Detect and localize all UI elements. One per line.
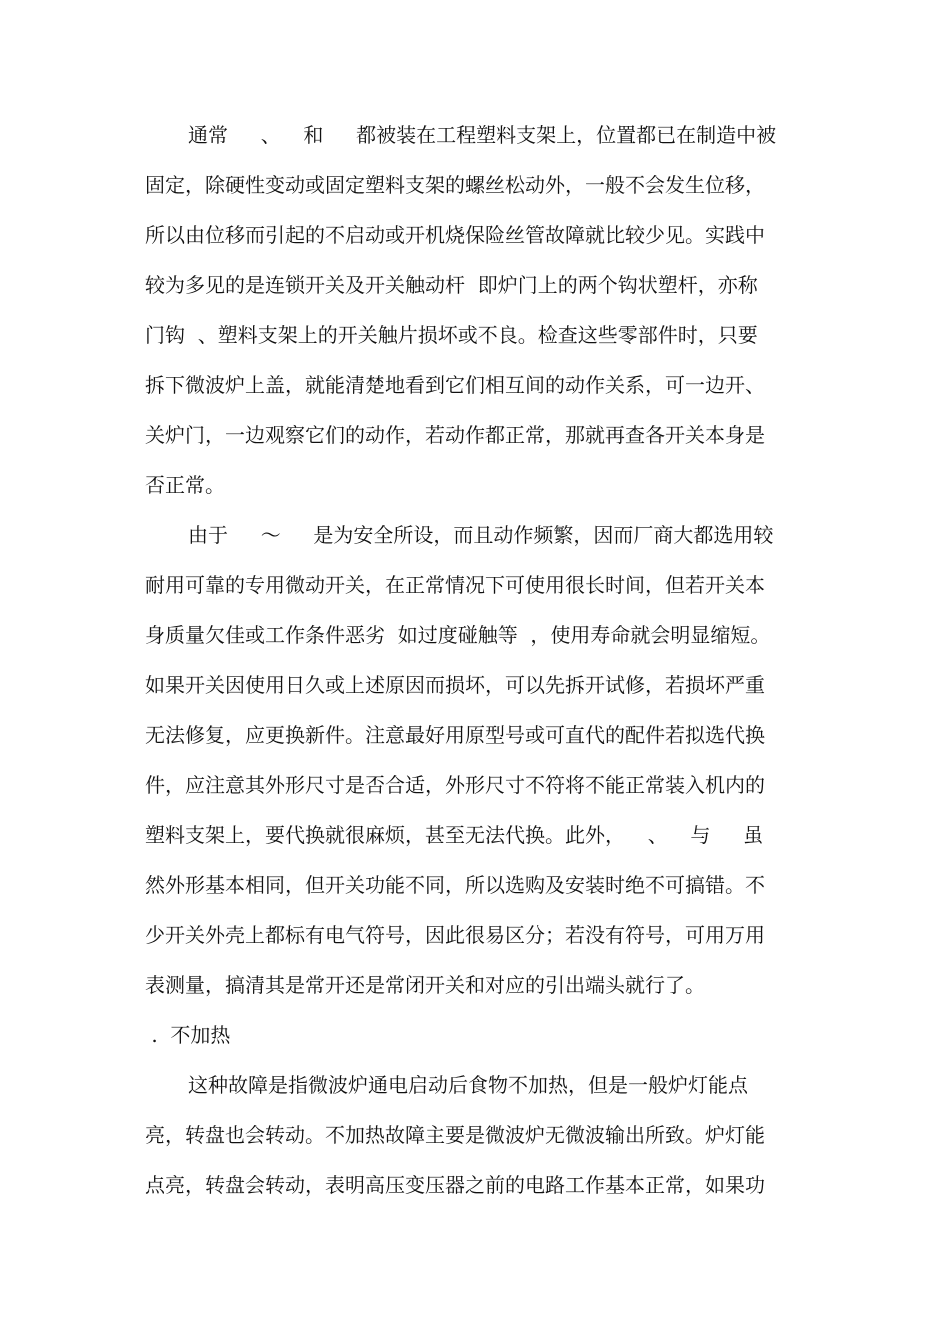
paragraph-line: 件，应注意其外形尺寸是否合适，外形尺寸不符将不能正常装入机内的 <box>145 773 765 797</box>
paragraph-line: 较为多见的是连锁开关及开关触动杆 即炉门上的两个钩状塑杆，亦称 <box>145 273 758 297</box>
paragraph-line: 表测量，搞清其是常开还是常闭开关和对应的引出端头就行了。 <box>145 973 705 997</box>
paragraph-line: 所以由位移而引起的不启动或开机烧保险丝管故障就比较少见。实践中 <box>145 223 765 247</box>
paragraph-line: 然外形基本相同，但开关功能不同，所以选购及安装时绝不可搞错。不 <box>145 873 765 897</box>
paragraph-line: 否正常。 <box>145 473 225 497</box>
paragraph-line: 拆下微波炉上盖，就能清楚地看到它们相互间的动作关系，可一边开、 <box>145 373 765 397</box>
paragraph-line: 塑料支架上，要代换就很麻烦，甚至无法代换。此外， 、 与 虽 <box>145 823 764 847</box>
paragraph-line: 亮，转盘也会转动。不加热故障主要是微波炉无微波输出所致。炉灯能 <box>145 1123 765 1147</box>
paragraph-line: 少开关外壳上都标有电气符号，因此很易区分；若没有符号，可用万用 <box>145 923 765 947</box>
section-heading: . 不加热 <box>145 1023 231 1047</box>
paragraph-line: 无法修复，应更换新件。注意最好用原型号或可直代的配件若拟选代换 <box>145 723 765 747</box>
paragraph-line: 固定，除硬性变动或固定塑料支架的螺丝松动外，一般不会发生位移， <box>145 173 765 197</box>
paragraph-line: 由于 ～ 是为安全所设，而且动作频繁，因而厂商大都选用较 <box>188 523 774 547</box>
paragraph-line: 关炉门，一边观察它们的动作，若动作都正常，那就再查各开关本身是 <box>145 423 765 447</box>
paragraph-line: 这种故障是指微波炉通电启动后食物不加热，但是一般炉灯能点 <box>188 1073 748 1097</box>
paragraph-line: 身质量欠佳或工作条件恶劣 如过度碰触等 ，使用寿命就会明显缩短。 <box>145 623 771 647</box>
paragraph-line: 耐用可靠的专用微动开关，在正常情况下可使用很长时间，但若开关本 <box>145 573 765 597</box>
paragraph-line: 门钩 、塑料支架上的开关触片损坏或不良。检查这些零部件时，只要 <box>145 323 758 347</box>
paragraph-line: 如果开关因使用日久或上述原因而损坏，可以先拆开试修，若损坏严重 <box>145 673 765 697</box>
paragraph-line: 点亮，转盘会转动，表明高压变压器之前的电路工作基本正常，如果功 <box>145 1173 765 1197</box>
paragraph-line: 通常 、 和 都被装在工程塑料支架上，位置都已在制造中被 <box>188 123 777 147</box>
